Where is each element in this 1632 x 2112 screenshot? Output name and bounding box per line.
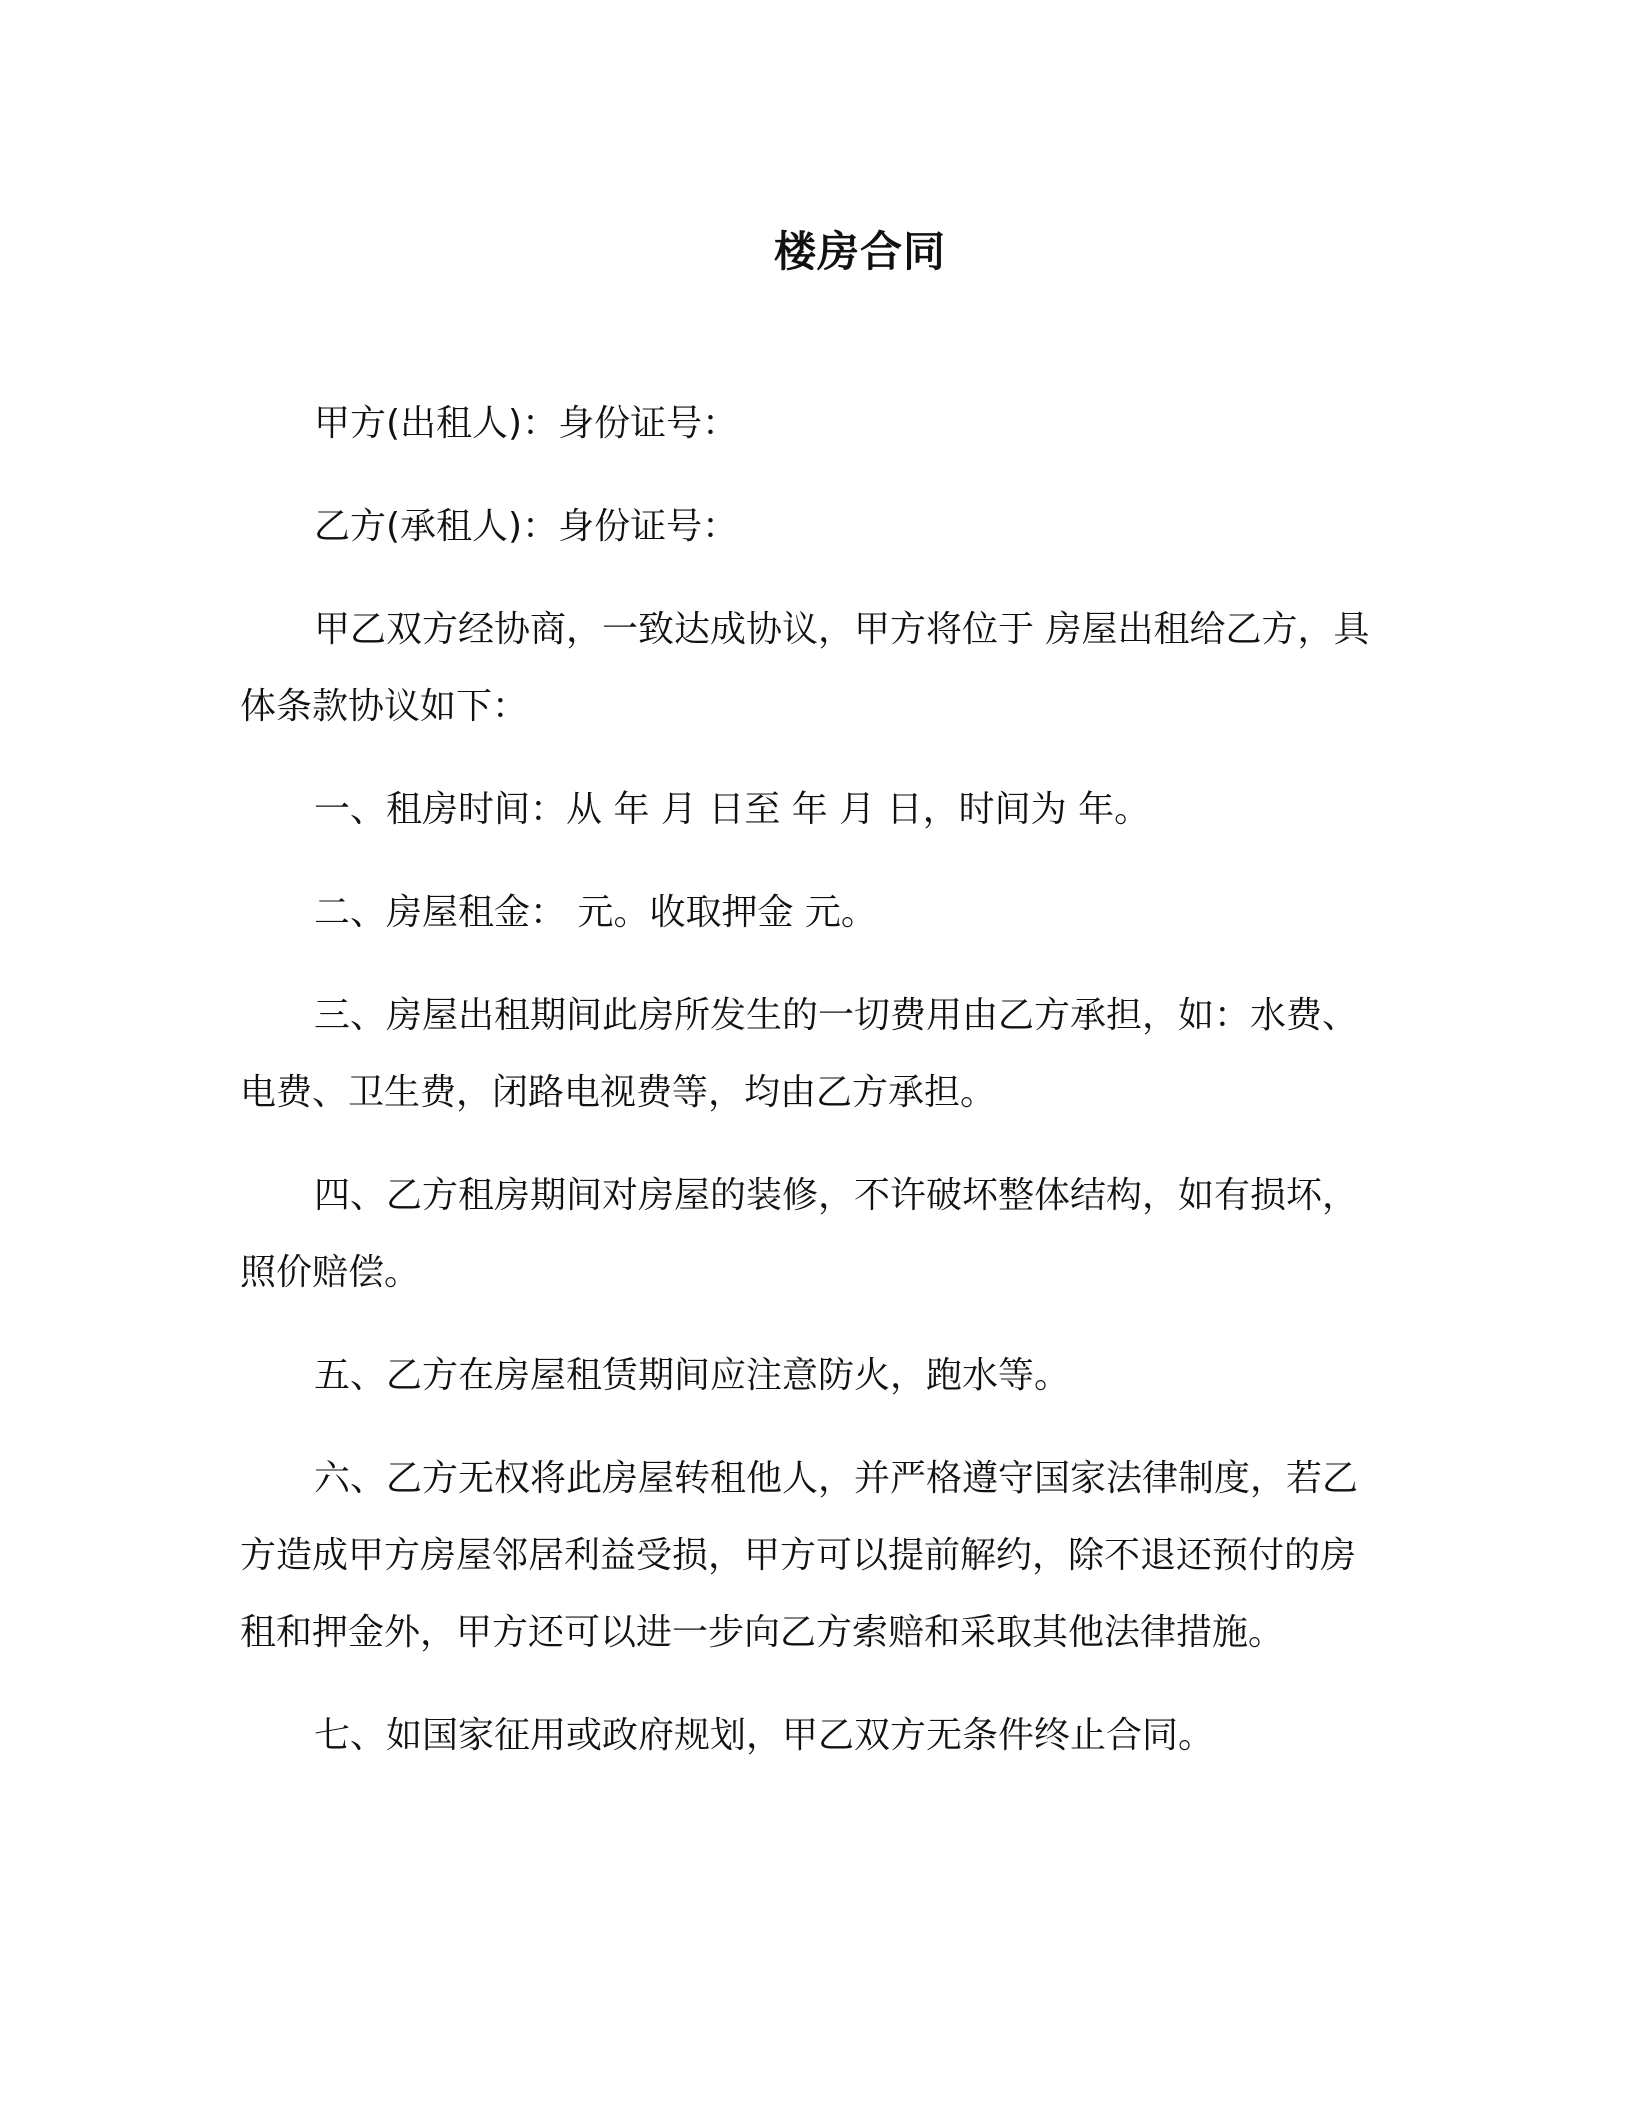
party-a-line: 甲方(出租人)：身份证号： <box>314 403 739 444</box>
clause-6: 六、乙方无权将此房屋转租他人，并严格遵守国家法律制度，若乙方造成甲方房屋邻居利益受损，甲方可以提前解约，除不退还预付的房租和押金外，甲方还可以进一步向乙方索赔和采取其他法律措施。 <box>240 1458 1359 1653</box>
clause-5: 五、乙方在房屋租赁期间应注意防火，跑水等。 <box>314 1355 1071 1396</box>
clause-3: 三、房屋出租期间此房所发生的一切费用由乙方承担，如：水费、电费、卫生费，闭路电视费等，均由乙方承担。 <box>240 995 1359 1113</box>
agreement-intro: 甲乙双方经协商，一致达成协议，甲方将位于 房屋出租给乙方，具体条款协议如下： <box>240 609 1370 727</box>
document-title: 楼房合同 <box>773 227 946 276</box>
document-body <box>240 385 1390 1800</box>
clause-4: 四、乙方租房期间对房屋的装修，不许破坏整体结构，如有损坏，照价赔偿。 <box>240 1175 1359 1293</box>
clause-1: 一、租房时间：从 年 月 日至 年 月 日，时间为 年。 <box>314 789 1151 830</box>
party-b-line: 乙方(承租人)：身份证号： <box>314 506 739 547</box>
clause-2: 二、房屋租金： 元。收取押金 元。 <box>314 892 877 933</box>
clause-7: 七、如国家征用或政府规划，甲乙双方无条件终止合同。 <box>314 1715 1215 1756</box>
